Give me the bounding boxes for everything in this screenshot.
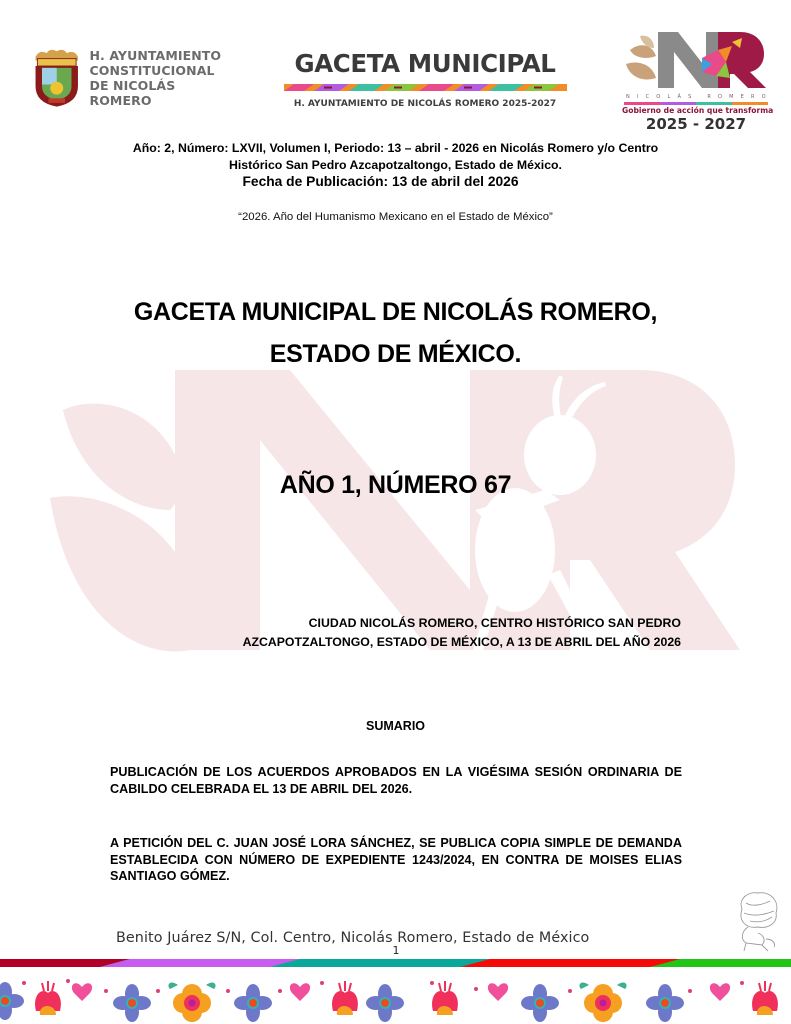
masthead-subtitle: H. AYUNTAMIENTO DE NICOLÁS ROMERO 2025-2027 [293,99,557,109]
place-line-2: AZCAPOTZALTONGO, ESTADO DE MÉXICO, A 13 DE ABRIL DEL AÑO 2026 [242,635,681,649]
crest-line-2: CONSTITUCIONAL [89,63,215,78]
sumario-heading: SUMARIO [365,719,426,733]
nr-logo-slogan: Gobierno de acción que transforma [622,106,774,115]
sumario-item: PUBLICACIÓN DE LOS ACUERDOS APROBADOS EN LA VIGÉSIMA SESIÓN ORDINARIA DE CABILDO CELEBRADA EL 13 DE ABRIL DEL 2026. [110,765,682,796]
municipal-crest-icon [30,45,83,111]
nicolas-romero-logo [622,28,774,134]
nr-monogram-icon [622,28,770,92]
document-title [60,291,731,375]
footer-color-bar [0,957,791,969]
footer-address: Benito Juárez S/N, Col. Centro, Nicolás Romero, Estado de México [116,930,590,946]
title-line-1: GACETA MUNICIPAL DE NICOLÁS ROMERO, [133,298,658,326]
info-line-2: Histórico San Pedro Azcapotzaltongo, Estado de México. [229,157,562,172]
info-line-1: Año: 2, Número: LXVII, Volumen I, Periodo: 13 – abril - 2026 en Nicolás Romero y/o Centro [132,141,659,155]
title-line-2: ESTADO DE MÉXICO. [269,340,522,368]
ayuntamiento-name [89,48,230,108]
seated-figure-icon [732,889,784,953]
decorative-flower-band [0,969,791,1024]
place-and-date [150,614,681,652]
masthead-stripe [284,84,567,91]
sumario-item: A PETICIÓN DEL C. JUAN JOSÉ LORA SÁNCHEZ, SE PUBLICA COPIA SIMPLE DE DEMANDA ESTABLECIDA CON NÚMERO DE EXPEDIENTE 1243/2024, EN CONTRA DE MOISES ELIAS SANTIAGO GÓMEZ. [110,836,682,883]
nr-logo-name: NICOLÁS ROMERO [626,94,773,100]
masthead-title: GACETA MUNICIPAL [294,49,556,78]
publication-date: Fecha de Publicación: 13 de abril del 2026 [242,174,519,189]
nr-logo-years: 2025 - 2027 [645,115,747,133]
year-motto: “2026. Año del Humanismo Mexicano en el Estado de México” [238,211,553,223]
ayuntamiento-logo [30,44,230,112]
issue-number: AÑO 1, NÚMERO 67 [279,471,512,499]
nr-logo-stripe [624,102,768,105]
place-line-1: CIUDAD NICOLÁS ROMERO, CENTRO HISTÓRICO SAN PEDRO [308,616,681,630]
crest-line-3: DE NICOLÁS ROMERO [89,78,176,108]
page-number: 1 [392,944,400,957]
publication-info [100,140,691,191]
crest-line-1: H. AYUNTAMIENTO [89,48,222,63]
gaceta-masthead [282,50,568,109]
